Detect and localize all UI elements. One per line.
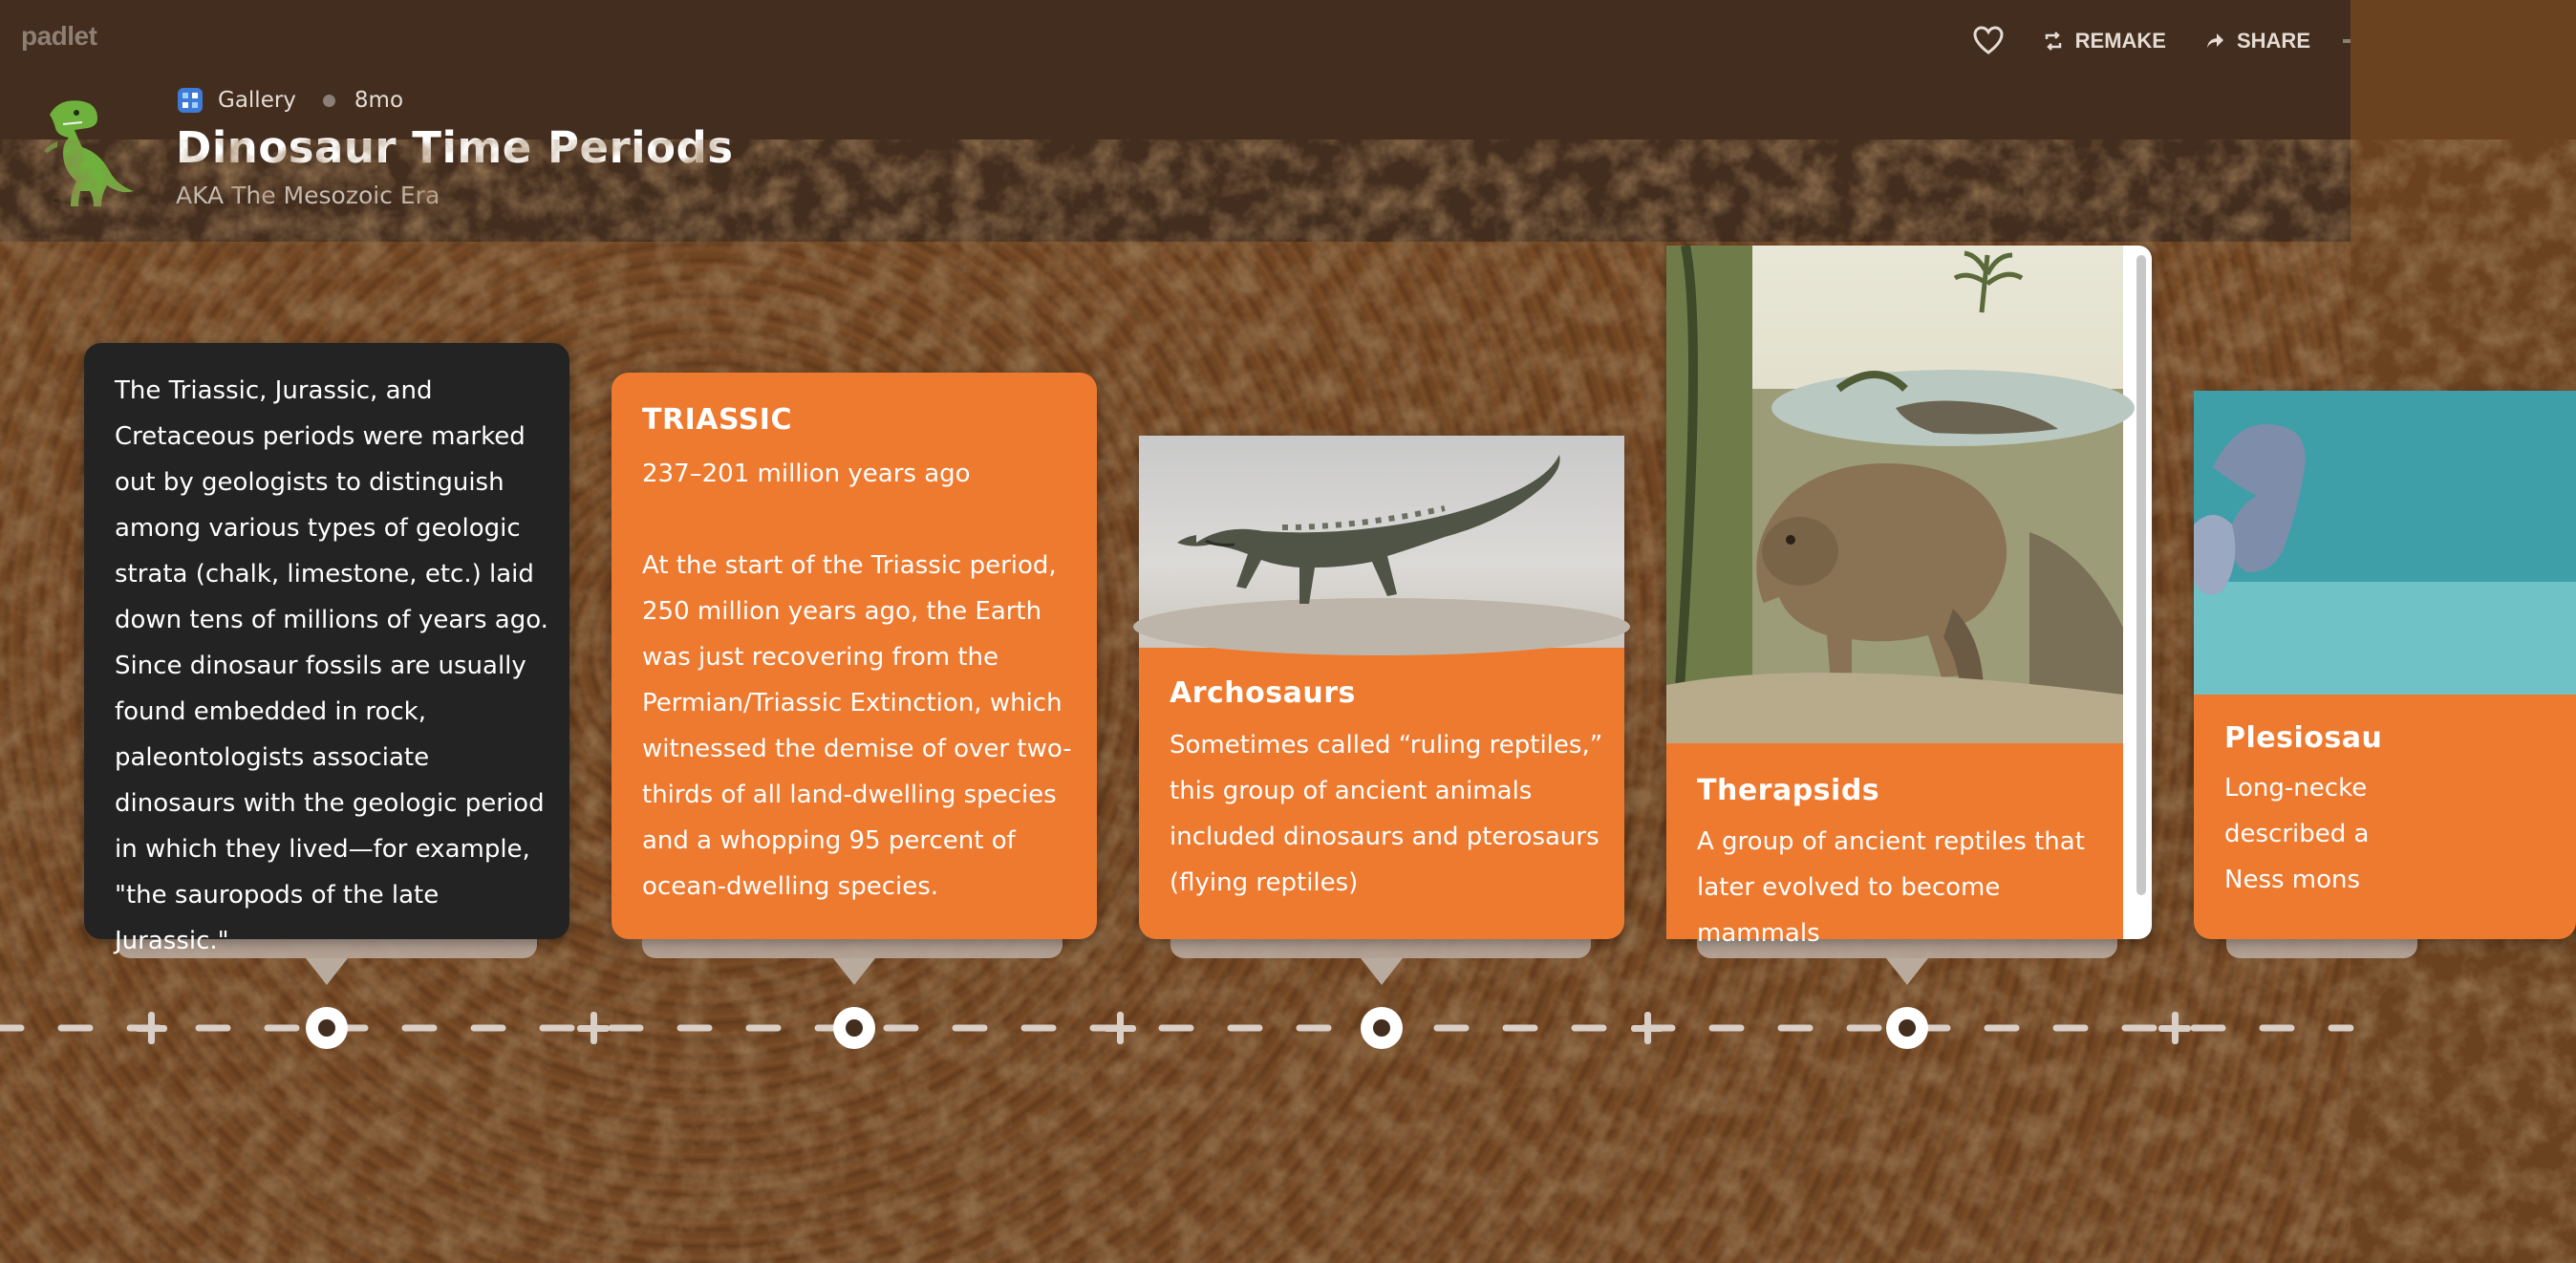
add-post-button[interactable] (135, 1012, 167, 1044)
triassic-text: At the start of the Triassic period, 250 million years ago, the Earth was just recovering from the Permian/Triassic Extinction, which witnessed the demise of over two-thirds of all land-dwelling species and a whopping 95 percent of ocean-dwelling species. (642, 551, 1072, 901)
add-post-button[interactable] (577, 1012, 610, 1044)
triassic-title: TRIASSIC (642, 403, 792, 437)
archosaurs-title: Archosaurs (1170, 676, 1356, 710)
more-menu-icon[interactable] (2343, 39, 2351, 43)
timeline-axis (0, 242, 2351, 1263)
share-icon (2204, 31, 2225, 52)
padlet-logo[interactable]: padlet (21, 21, 97, 51)
gallery-icon (176, 86, 204, 115)
add-post-button[interactable] (2158, 1012, 2191, 1044)
timeline-node[interactable] (833, 1007, 875, 1049)
heart-icon[interactable] (1972, 25, 2005, 57)
timeline-board[interactable] (0, 242, 2383, 1263)
header-actions (1972, 25, 2351, 57)
share-button[interactable] (2204, 29, 2310, 54)
timeline-node[interactable] (1361, 1007, 1403, 1049)
plesiosaurs-text: Long-necke described a Ness mons (2224, 774, 2370, 894)
triassic-date: 237–201 million years ago (642, 460, 971, 488)
remake-icon (2043, 31, 2064, 52)
therapsids-text: A group of ancient reptiles that later evolved to become mammals (1697, 827, 2085, 948)
remake-label: REMAKE (2074, 29, 2166, 53)
remake-button[interactable] (2043, 29, 2166, 54)
share-label: SHARE (2236, 29, 2310, 53)
breadcrumb (176, 84, 403, 117)
board-header (0, 0, 2351, 242)
timeline-node[interactable] (306, 1007, 348, 1049)
intro-card-text: The Triassic, Jurassic, and Cretaceous periods were marked out by geologists to distinguish among various types of geologic strata (chalk, limestone, etc.) laid down tens of millions of years ago. Since dinosaur fossils are usually found embedded in rock, paleontologists associate dinosaurs with the geologic period in which they lived—for example, "the sauropods of the late Jurassic." (115, 376, 548, 955)
page-title: Dinosaur Time Periods (176, 122, 734, 173)
page-subtitle: AKA The Mesozoic Era (176, 182, 440, 209)
therapsids-title: Therapsids (1697, 774, 1880, 807)
separator-dot (323, 95, 335, 107)
t-rex-icon (21, 88, 145, 212)
add-post-button[interactable] (1104, 1012, 1136, 1044)
add-post-button[interactable] (1631, 1012, 1664, 1044)
archosaurs-text: Sometimes called “ruling reptiles,” this group of ancient animals included dinosaurs and pterosaurs (flying reptiles) (1170, 731, 1603, 897)
breadcrumb-gallery[interactable]: Gallery (218, 88, 296, 113)
timeline-dashes (0, 242, 2351, 1263)
post-age: 8mo (354, 88, 404, 113)
timeline-node[interactable] (1886, 1007, 1928, 1049)
plesiosaurs-title: Plesiosau (2224, 721, 2383, 755)
